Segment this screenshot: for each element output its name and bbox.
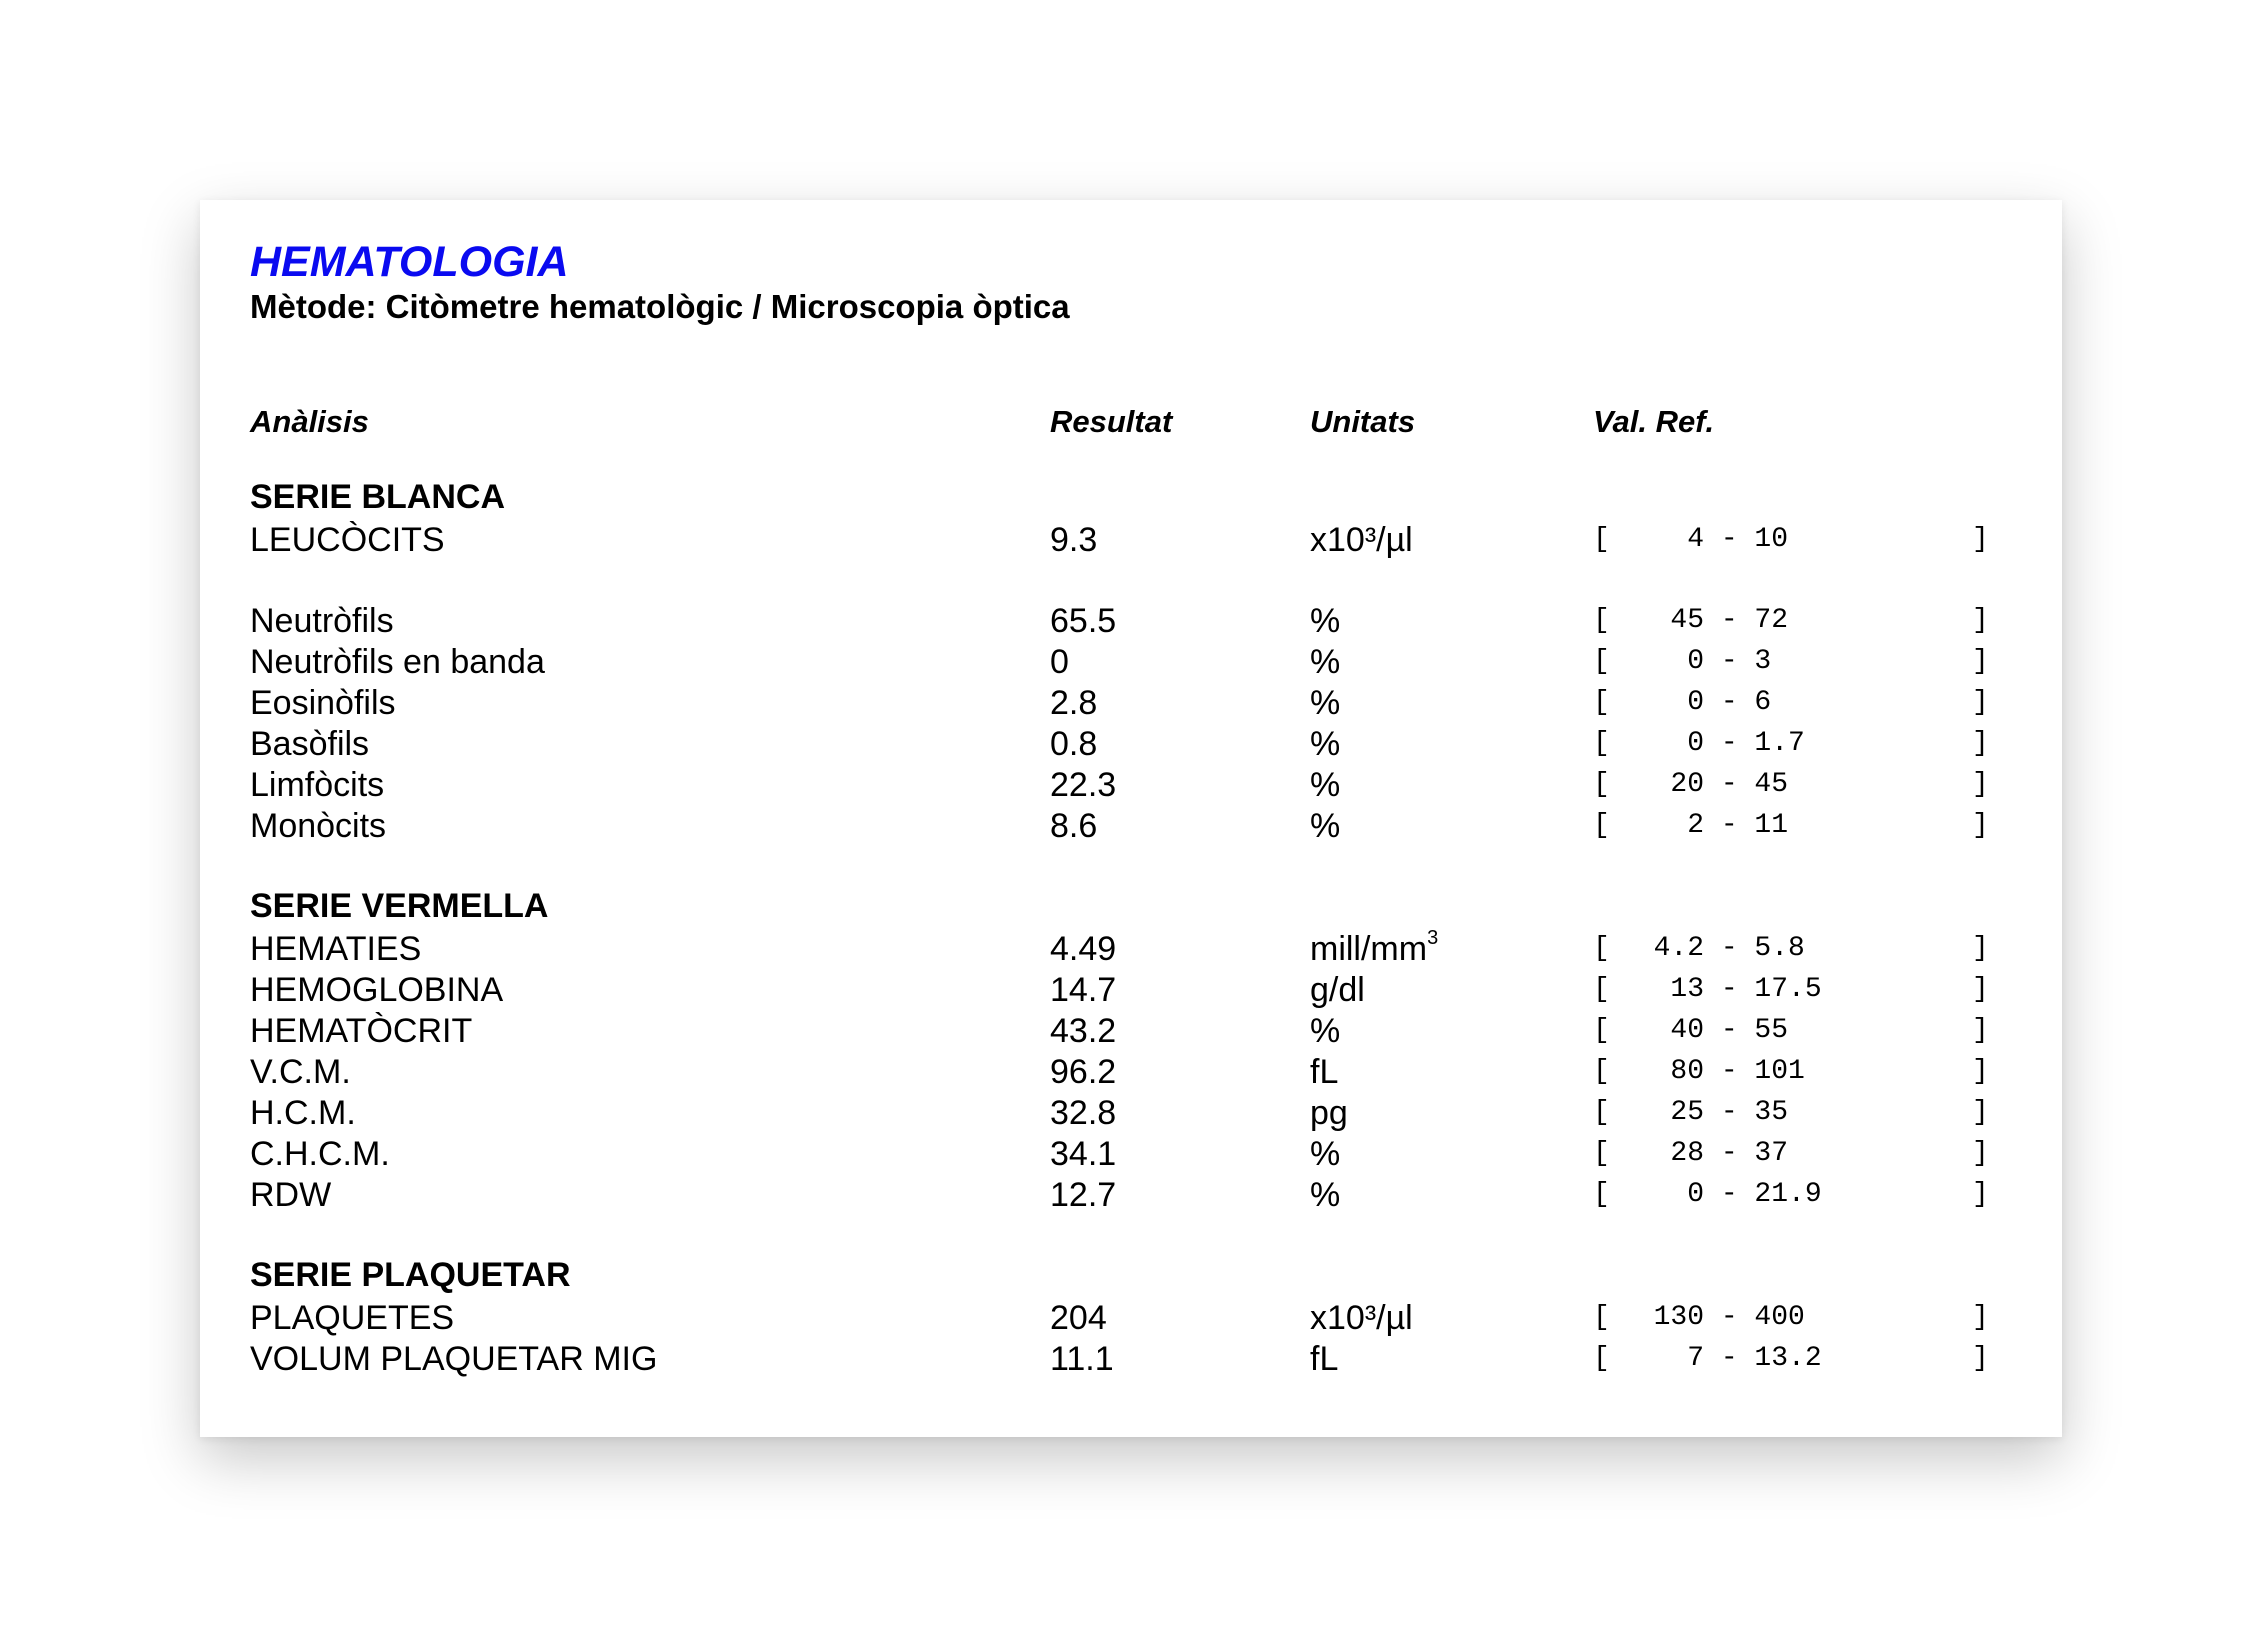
table-row: [200, 1339, 2062, 1379]
range-close-bracket: ]: [1972, 810, 1989, 841]
analysis-name: PLAQUETES: [250, 1299, 455, 1337]
table-row: [200, 1175, 2062, 1215]
analysis-name: Limfòcits: [250, 766, 385, 804]
unit-superscript: 3: [1427, 926, 1439, 949]
analysis-name: RDW: [250, 1176, 332, 1214]
range-close-bracket: ]: [1972, 1343, 1989, 1374]
unit: x10³/µl: [1310, 1299, 1413, 1337]
reference-range: 40 - 55: [1620, 1015, 1789, 1046]
range-close-bracket: ]: [1972, 687, 1989, 718]
result-value: 96.2: [1050, 1053, 1117, 1091]
range-open-bracket: [: [1593, 810, 1610, 841]
reference-range: 7 - 13.2: [1620, 1343, 1822, 1374]
report-title: HEMATOLOGIA: [250, 238, 569, 286]
result-value: 22.3: [1050, 766, 1117, 804]
result-value: 32.8: [1050, 1094, 1117, 1132]
analysis-name: LEUCÒCITS: [250, 521, 445, 559]
range-open-bracket: [: [1593, 1015, 1610, 1046]
section-platelet-series: SERIE PLAQUETAR: [250, 1256, 571, 1294]
range-close-bracket: ]: [1972, 933, 1989, 964]
reference-range: 4 - 10: [1620, 524, 1789, 555]
result-value: 14.7: [1050, 971, 1117, 1009]
reference-range: 0 - 3: [1620, 646, 1772, 677]
unit: %: [1310, 807, 1341, 845]
analysis-name: Neutròfils: [250, 602, 394, 640]
table-row: [200, 765, 2062, 805]
header-result: Resultat: [1050, 404, 1173, 439]
unit: %: [1310, 1176, 1341, 1214]
range-open-bracket: [: [1593, 974, 1610, 1005]
reference-range: 4.2 - 5.8: [1620, 933, 1805, 964]
analysis-name: Monòcits: [250, 807, 387, 845]
lab-report-card: [200, 200, 2062, 1437]
analysis-name: V.C.M.: [250, 1053, 351, 1091]
range-close-bracket: ]: [1972, 524, 1989, 555]
unit: %: [1310, 602, 1341, 640]
result-value: 43.2: [1050, 1012, 1117, 1050]
table-row: [200, 601, 2062, 641]
unit: pg: [1310, 1094, 1348, 1132]
range-open-bracket: [: [1593, 728, 1610, 759]
section-red-series: SERIE VERMELLA: [250, 887, 549, 925]
table-row: [200, 1093, 2062, 1133]
analysis-name: C.H.C.M.: [250, 1135, 390, 1173]
range-close-bracket: ]: [1972, 1015, 1989, 1046]
result-value: 8.6: [1050, 807, 1098, 845]
result-value: 12.7: [1050, 1176, 1117, 1214]
reference-range: 45 - 72: [1620, 605, 1789, 636]
range-open-bracket: [: [1593, 1179, 1610, 1210]
range-open-bracket: [: [1593, 1302, 1610, 1333]
unit: [1310, 926, 1439, 969]
analysis-name: HEMATÒCRIT: [250, 1012, 473, 1050]
table-row: [200, 1298, 2062, 1338]
table-row: [200, 724, 2062, 764]
analysis-name: Eosinòfils: [250, 684, 396, 722]
analysis-name: H.C.M.: [250, 1094, 356, 1132]
analysis-name: HEMATIES: [250, 930, 422, 968]
result-value: 34.1: [1050, 1135, 1117, 1173]
unit: %: [1310, 1135, 1341, 1173]
unit-base: mill/mm: [1310, 930, 1428, 968]
reference-range: 130 - 400: [1620, 1302, 1805, 1333]
range-close-bracket: ]: [1972, 769, 1989, 800]
header-units: Unitats: [1310, 404, 1416, 439]
table-row: [200, 1011, 2062, 1051]
range-open-bracket: [: [1593, 646, 1610, 677]
range-open-bracket: [: [1593, 1097, 1610, 1128]
unit: fL: [1310, 1053, 1339, 1091]
result-value: 4.49: [1050, 930, 1117, 968]
range-open-bracket: [: [1593, 605, 1610, 636]
table-row: [200, 642, 2062, 682]
unit: g/dl: [1310, 971, 1365, 1009]
range-open-bracket: [: [1593, 1138, 1610, 1169]
range-close-bracket: ]: [1972, 974, 1989, 1005]
reference-range: 13 - 17.5: [1620, 974, 1822, 1005]
unit: %: [1310, 1012, 1341, 1050]
range-close-bracket: ]: [1972, 728, 1989, 759]
result-value: 0: [1050, 643, 1069, 681]
result-value: 65.5: [1050, 602, 1117, 640]
unit: %: [1310, 643, 1341, 681]
range-close-bracket: ]: [1972, 1138, 1989, 1169]
analysis-name: Basòfils: [250, 725, 370, 763]
range-close-bracket: ]: [1972, 1302, 1989, 1333]
reference-range: 28 - 37: [1620, 1138, 1789, 1169]
range-open-bracket: [: [1593, 769, 1610, 800]
range-open-bracket: [: [1593, 933, 1610, 964]
unit: %: [1310, 684, 1341, 722]
unit: %: [1310, 725, 1341, 763]
result-value: 0.8: [1050, 725, 1098, 763]
section-white-series: SERIE BLANCA: [250, 478, 506, 516]
range-close-bracket: ]: [1972, 646, 1989, 677]
range-open-bracket: [: [1593, 1343, 1610, 1374]
analysis-name: HEMOGLOBINA: [250, 971, 504, 1009]
reference-range: 80 - 101: [1620, 1056, 1805, 1087]
table-row: [200, 683, 2062, 723]
range-open-bracket: [: [1593, 687, 1610, 718]
table-row: [200, 520, 2062, 560]
range-open-bracket: [: [1593, 524, 1610, 555]
table-row: [200, 1052, 2062, 1092]
result-value: 2.8: [1050, 684, 1098, 722]
table-row: [200, 1134, 2062, 1174]
analysis-name: Neutròfils en banda: [250, 643, 545, 681]
range-close-bracket: ]: [1972, 1097, 1989, 1128]
result-value: 11.1: [1050, 1340, 1114, 1378]
result-value: 204: [1050, 1299, 1107, 1337]
method-line: Mètode: Citòmetre hematològic / Microscopia òptica: [250, 288, 1070, 325]
header-ref-values: Val. Ref.: [1593, 404, 1715, 439]
range-close-bracket: ]: [1972, 605, 1989, 636]
reference-range: 0 - 6: [1620, 687, 1772, 718]
reference-range: 2 - 11: [1620, 810, 1789, 841]
table-row: [200, 970, 2062, 1010]
range-close-bracket: ]: [1972, 1056, 1989, 1087]
unit: %: [1310, 766, 1341, 804]
reference-range: 0 - 1.7: [1620, 728, 1805, 759]
unit: fL: [1310, 1340, 1339, 1378]
range-open-bracket: [: [1593, 1056, 1610, 1087]
result-value: 9.3: [1050, 521, 1098, 559]
table-row: [200, 806, 2062, 846]
reference-range: 20 - 45: [1620, 769, 1789, 800]
reference-range: 25 - 35: [1620, 1097, 1789, 1128]
range-close-bracket: ]: [1972, 1179, 1989, 1210]
table-row: [200, 926, 2062, 969]
analysis-name: VOLUM PLAQUETAR MIG: [250, 1340, 658, 1378]
header-analysis: Anàlisis: [250, 404, 369, 439]
unit: x10³/µl: [1310, 521, 1413, 559]
reference-range: 0 - 21.9: [1620, 1179, 1822, 1210]
